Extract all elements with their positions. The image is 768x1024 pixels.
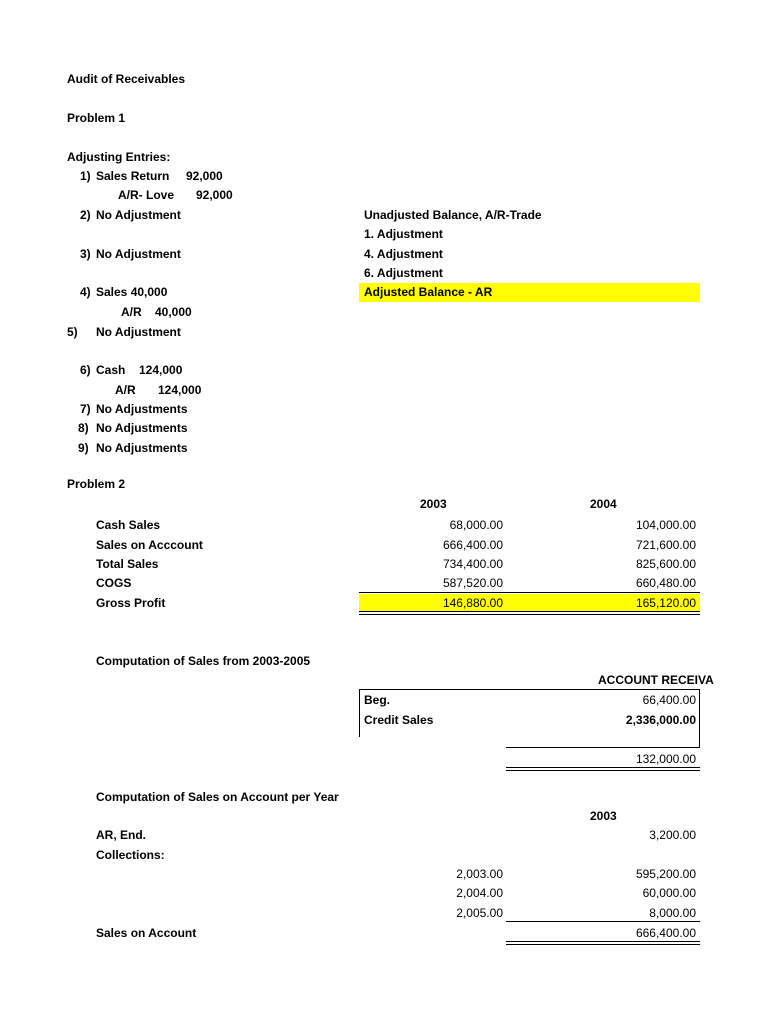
- entry-number: 1): [80, 169, 91, 183]
- document-title: Audit of Receivables: [67, 72, 186, 86]
- ar-end-label: AR, End.: [96, 828, 146, 842]
- income-value-2003: 587,520.00: [442, 576, 503, 590]
- income-value-2003: 68,000.00: [449, 518, 503, 532]
- income-row-label: Gross Profit: [96, 596, 166, 610]
- entry-account: No Adjustments: [96, 402, 188, 416]
- entry-account: A/R- Love: [118, 188, 175, 202]
- entry-number: 5): [67, 325, 78, 339]
- entry-account: No Adjustment: [96, 208, 181, 222]
- gross-profit-double-rule: [359, 611, 700, 615]
- collection-value: 60,000.00: [642, 886, 696, 900]
- entry-amount: 92,000: [186, 169, 223, 183]
- sales-on-account-double-rule: [506, 941, 700, 945]
- summary-line: Unadjusted Balance, A/R-Trade: [364, 208, 542, 222]
- entry-number: 7): [80, 402, 91, 416]
- taccount-top-rule: [359, 689, 700, 690]
- ar-end-value: 3,200.00: [649, 828, 696, 842]
- taccount-right-border: [699, 689, 700, 748]
- income-value-2004: 104,000.00: [635, 518, 696, 532]
- sales-on-account-value: 666,400.00: [635, 926, 696, 940]
- income-value-2004: 165,120.00: [635, 596, 696, 610]
- computation-heading: Computation of Sales from 2003-2005: [96, 654, 311, 668]
- taccount-value: 2,336,000.00: [625, 713, 696, 727]
- entry-account: No Adjustment: [96, 247, 181, 261]
- account-title: ACCOUNT RECEIVA: [598, 673, 714, 687]
- collection-value: 595,200.00: [635, 867, 696, 881]
- taccount-double-rule: [506, 767, 700, 771]
- entry-account: No Adjustments: [96, 441, 188, 455]
- income-value-2003: 146,880.00: [442, 596, 503, 610]
- entry-account: A/R: [121, 305, 142, 319]
- taccount-ending-balance: 132,000.00: [635, 752, 696, 766]
- entry-amount: 40,000: [155, 305, 192, 319]
- entry-number: 8): [78, 421, 89, 435]
- entry-amount: 92,000: [196, 188, 233, 202]
- entry-account: Sales 40,000: [96, 285, 168, 299]
- sales-on-account-rule: [506, 921, 700, 922]
- problem2-heading: Problem 2: [67, 477, 126, 491]
- collection-year: 2,004.00: [456, 886, 503, 900]
- entry-number: 3): [80, 247, 91, 261]
- per-year-column-header: 2003: [590, 809, 617, 823]
- entry-account: Cash: [96, 363, 126, 377]
- collection-year: 2,003.00: [456, 867, 503, 881]
- entry-number: 2): [80, 208, 91, 222]
- adjusted-balance-label: Adjusted Balance - AR: [364, 285, 493, 299]
- summary-line: 4. Adjustment: [364, 247, 443, 261]
- income-value-2004: 825,600.00: [635, 557, 696, 571]
- year-header-2004: 2004: [590, 497, 617, 511]
- collections-label: Collections:: [96, 848, 165, 862]
- taccount-left-border: [359, 689, 360, 737]
- income-value-2004: 721,600.00: [635, 538, 696, 552]
- collection-year: 2,005.00: [456, 906, 503, 920]
- year-header-2003: 2003: [420, 497, 447, 511]
- entry-amount: 124,000: [139, 363, 183, 377]
- per-year-heading: Computation of Sales on Account per Year: [96, 790, 339, 804]
- income-value-2004: 660,480.00: [635, 576, 696, 590]
- adjusting-entries-heading: Adjusting Entries:: [67, 150, 171, 164]
- summary-line: 1. Adjustment: [364, 227, 443, 241]
- summary-line: 6. Adjustment: [364, 266, 443, 280]
- collection-value: 8,000.00: [649, 906, 696, 920]
- income-row-label: Sales on Acccount: [96, 538, 203, 552]
- problem1-heading: Problem 1: [67, 111, 126, 125]
- sales-on-account-label: Sales on Account: [96, 926, 197, 940]
- entry-account: Sales Return: [96, 169, 170, 183]
- income-row-label: COGS: [96, 576, 132, 590]
- taccount-label: Credit Sales: [364, 713, 434, 727]
- income-row-label: Cash Sales: [96, 518, 161, 532]
- entry-number: 4): [80, 285, 91, 299]
- income-value-2003: 734,400.00: [442, 557, 503, 571]
- entry-number: 6): [80, 363, 91, 377]
- income-value-2003: 666,400.00: [442, 538, 503, 552]
- taccount-total-rule: [506, 747, 700, 748]
- entry-amount: 124,000: [158, 383, 202, 397]
- taccount-value: 66,400.00: [642, 693, 696, 707]
- taccount-label: Beg.: [364, 693, 391, 707]
- income-row-label: Total Sales: [96, 557, 159, 571]
- entry-account: No Adjustments: [96, 421, 188, 435]
- entry-account: No Adjustment: [96, 325, 181, 339]
- gross-profit-top-rule: [359, 592, 700, 593]
- entry-number: 9): [78, 441, 89, 455]
- entry-account: A/R: [115, 383, 136, 397]
